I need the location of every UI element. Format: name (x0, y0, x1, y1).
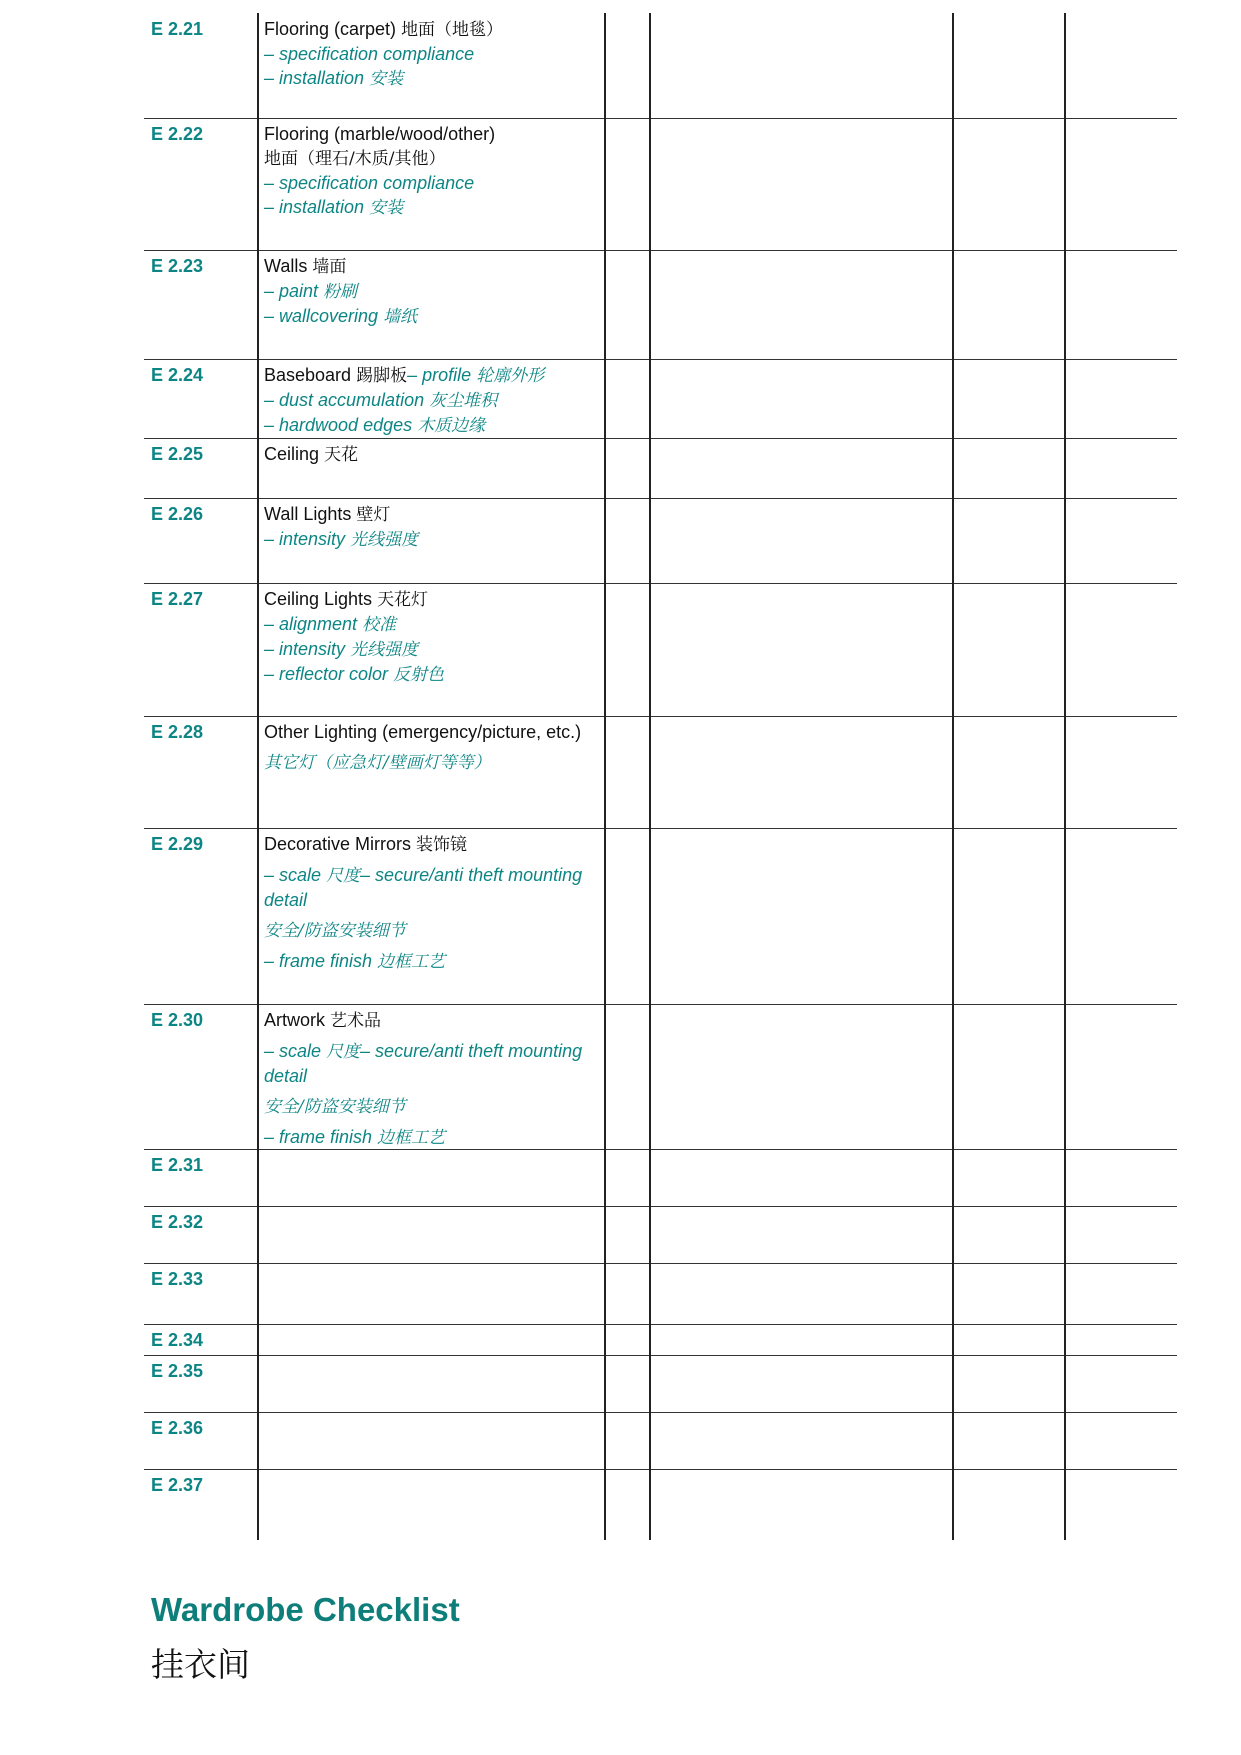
row-divider (144, 359, 1177, 360)
item-code: E 2.25 (151, 444, 204, 464)
description-line (264, 388, 594, 413)
item-code: E 2.22 (151, 124, 204, 144)
item-title-text: Other Lighting (emergency/picture, etc.) (264, 722, 582, 742)
item-code: E 2.29 (151, 834, 204, 854)
sub-criterion-text: 边框工艺 (377, 1128, 446, 1148)
item-code: E 2.21 (151, 19, 204, 39)
item-description (264, 122, 594, 220)
sub-criterion-text: 木质边缘 (417, 416, 486, 436)
item-description (264, 363, 594, 438)
description-line (264, 122, 594, 146)
item-code: E 2.28 (151, 722, 204, 742)
description-line (264, 750, 594, 775)
row-divider (144, 828, 1177, 829)
item-code: E 2.36 (151, 1418, 204, 1438)
description-line (264, 304, 594, 329)
sub-criterion-text: 光线强度 (350, 640, 419, 660)
sub-criterion-text: – profile (407, 365, 477, 385)
item-description (264, 17, 594, 91)
item-title-text: 地面（理石/木质/其他） (264, 149, 446, 169)
description-line (264, 442, 594, 467)
item-title-text: 艺术品 (330, 1011, 382, 1031)
item-title-text: 地面（地毯） (401, 20, 504, 40)
sub-criterion-text: – intensity (264, 639, 351, 659)
row-divider (144, 498, 1177, 499)
item-title-text: 装饰镜 (416, 835, 468, 855)
sub-criterion-text: – wallcovering (264, 306, 384, 326)
description-line (264, 195, 594, 220)
description-line (264, 1008, 594, 1033)
item-code: E 2.26 (151, 504, 204, 524)
row-divider (144, 1263, 1177, 1264)
sub-criterion-text: 轮廓外形 (476, 366, 545, 386)
row-divider (144, 1469, 1177, 1470)
description-line (264, 66, 594, 91)
sub-criterion-text: 其它灯（应急灯/壁画灯等等） (264, 753, 491, 773)
row-divider (144, 1206, 1177, 1207)
description-line (264, 279, 594, 304)
sub-criterion-text: 安全/防盗安装细节 (264, 921, 406, 941)
column-divider-5 (1064, 13, 1066, 1540)
item-description (264, 254, 594, 329)
description-line (264, 662, 594, 687)
sub-criterion-text: – intensity (264, 529, 351, 549)
row-divider (144, 1355, 1177, 1356)
column-divider-4 (952, 13, 954, 1540)
item-description (264, 442, 594, 467)
sub-criterion-text: – secure/anti theft mounting detail (264, 865, 583, 910)
sub-criterion-text: 校准 (362, 615, 397, 635)
description-line (264, 146, 594, 171)
sub-criterion-text: – scale (264, 1041, 327, 1061)
sub-criterion-text: 边框工艺 (377, 952, 446, 972)
description-line (264, 720, 594, 744)
section-subtitle: 挂衣间 (151, 1645, 250, 1684)
sub-criterion-text: – hardwood edges (264, 415, 418, 435)
sub-criterion-text: – secure/anti theft mounting detail (264, 1041, 583, 1086)
item-code: E 2.31 (151, 1155, 204, 1175)
item-description (264, 1008, 594, 1150)
row-divider (144, 1004, 1177, 1005)
sub-criterion-text: – specification compliance (264, 44, 475, 64)
item-code: E 2.33 (151, 1269, 204, 1289)
description-line (264, 587, 594, 612)
item-title-text: Flooring (marble/wood/other) (264, 124, 496, 144)
item-title-text: 踢脚板 (356, 366, 408, 386)
column-divider-1 (257, 13, 259, 1540)
item-code: E 2.32 (151, 1212, 204, 1232)
column-divider-3 (649, 13, 651, 1540)
column-divider-2 (604, 13, 606, 1540)
description-line (264, 502, 594, 527)
item-title-text: Baseboard (264, 365, 357, 385)
item-title-text: Flooring (carpet) (264, 19, 402, 39)
item-code: E 2.30 (151, 1010, 204, 1030)
description-line (264, 832, 594, 857)
item-title-text: Decorative Mirrors (264, 834, 417, 854)
sub-criterion-text: 粉刷 (323, 282, 358, 302)
sub-criterion-text: – frame finish (264, 951, 378, 971)
description-line (264, 527, 594, 552)
item-code: E 2.24 (151, 365, 204, 385)
item-title-text: Ceiling (264, 444, 325, 464)
description-line (264, 1125, 594, 1150)
item-description (264, 832, 594, 974)
sub-criterion-text: 尺度 (326, 866, 361, 886)
row-divider (144, 438, 1177, 439)
item-description (264, 502, 594, 552)
item-code: E 2.34 (151, 1330, 204, 1350)
sub-criterion-text: 墙纸 (383, 307, 418, 327)
row-divider (144, 716, 1177, 717)
sub-criterion-text: – alignment (264, 614, 363, 634)
item-title-text: 天花灯 (377, 590, 429, 610)
sub-criterion-text: 光线强度 (350, 530, 419, 550)
item-code: E 2.23 (151, 256, 204, 276)
sub-criterion-text: – scale (264, 865, 327, 885)
description-line (264, 949, 594, 974)
description-line (264, 254, 594, 279)
sub-criterion-text: – frame finish (264, 1127, 378, 1147)
item-code: E 2.37 (151, 1475, 204, 1495)
sub-criterion-text: – installation (264, 197, 370, 217)
item-title-text: Wall Lights (264, 504, 357, 524)
description-line (264, 612, 594, 637)
row-divider (144, 118, 1177, 119)
item-title-text: 天花 (324, 445, 359, 465)
item-title-text: Walls (264, 256, 313, 276)
description-line (264, 1094, 594, 1119)
sub-criterion-text: 安装 (369, 69, 404, 89)
description-line (264, 918, 594, 943)
row-divider (144, 1412, 1177, 1413)
section-title: Wardrobe Checklist (151, 1591, 460, 1628)
sub-criterion-text: 安全/防盗安装细节 (264, 1097, 406, 1117)
sub-criterion-text: 反射色 (393, 665, 445, 685)
sub-criterion-text: – paint (264, 281, 324, 301)
sub-criterion-text: 灰尘堆积 (429, 391, 498, 411)
sub-criterion-text: – installation (264, 68, 370, 88)
sub-criterion-text: – reflector color (264, 664, 394, 684)
item-title-text: 壁灯 (356, 505, 391, 525)
description-line (264, 42, 594, 66)
row-divider (144, 1324, 1177, 1325)
item-description (264, 587, 594, 687)
item-code: E 2.27 (151, 589, 204, 609)
item-description (264, 720, 594, 775)
description-line (264, 17, 594, 42)
item-title-text: Artwork (264, 1010, 331, 1030)
item-code: E 2.35 (151, 1361, 204, 1381)
sub-criterion-text: – dust accumulation (264, 390, 430, 410)
sub-criterion-text: – specification compliance (264, 173, 475, 193)
item-title-text: 墙面 (312, 257, 347, 277)
sub-criterion-text: 安装 (369, 198, 404, 218)
description-line (264, 171, 594, 195)
description-line (264, 637, 594, 662)
description-line (264, 363, 594, 388)
row-divider (144, 250, 1177, 251)
item-title-text: Ceiling Lights (264, 589, 378, 609)
description-line (264, 413, 594, 438)
sub-criterion-text: 尺度 (326, 1042, 361, 1062)
row-divider (144, 583, 1177, 584)
description-line (264, 1039, 594, 1088)
description-line (264, 863, 594, 912)
